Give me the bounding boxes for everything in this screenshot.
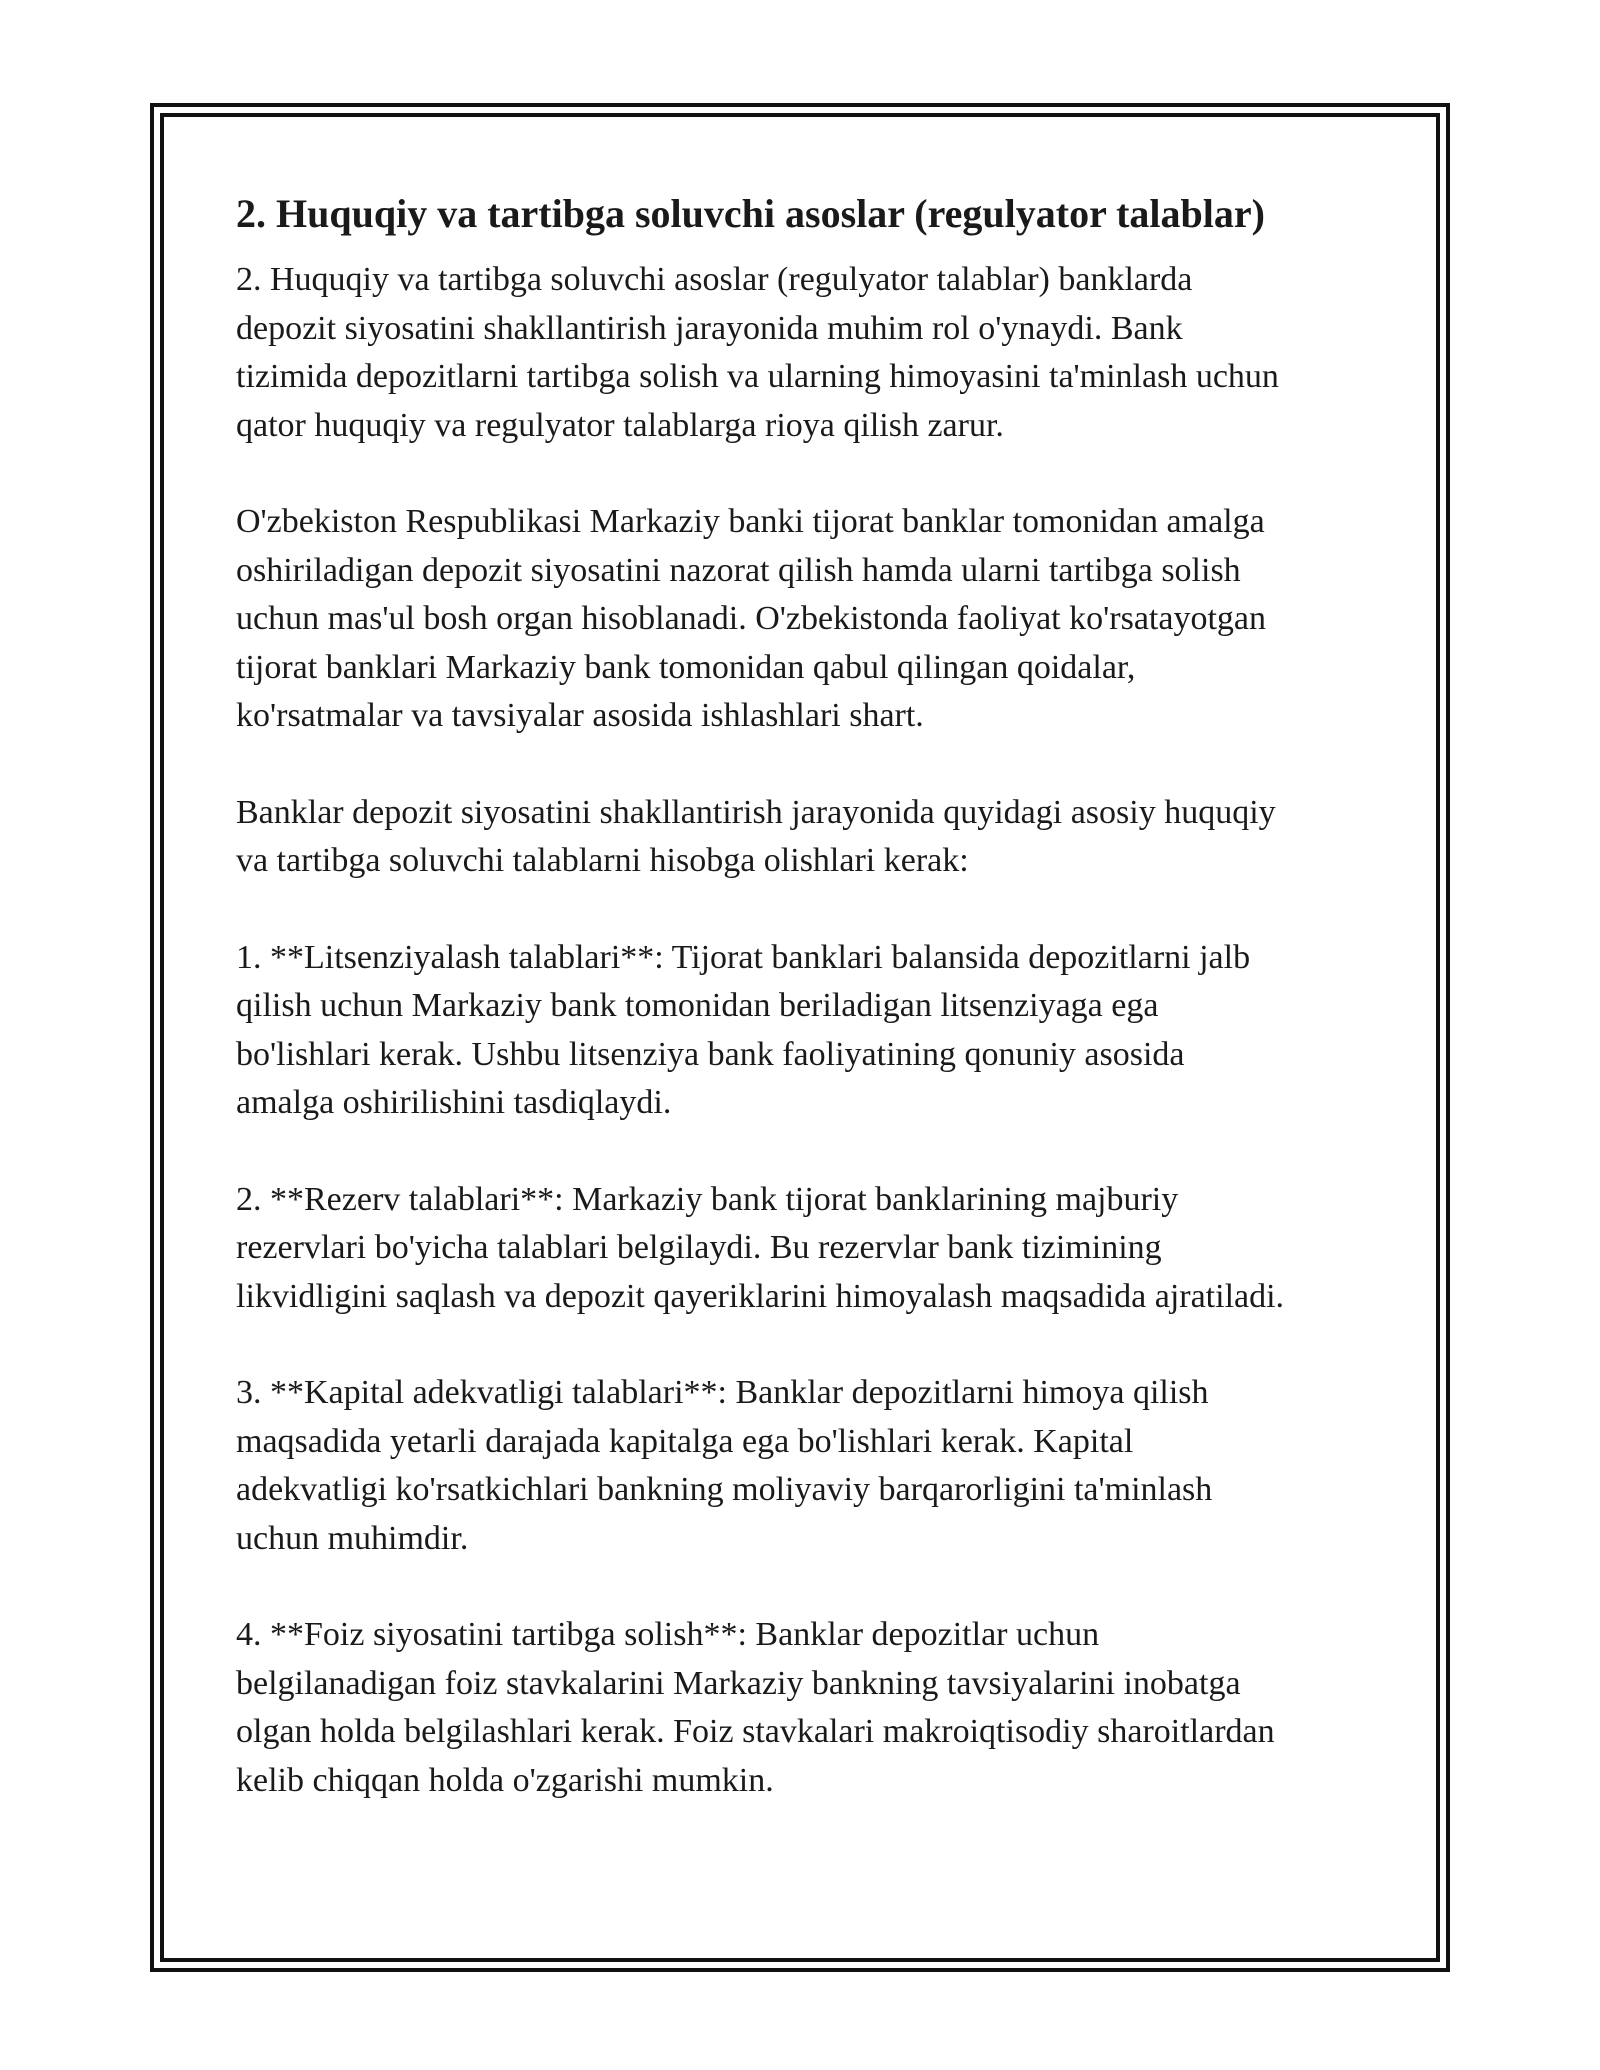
list-item-licensing: 1. **Litsenziyalash talablari**: Tijorat banklari balansida depozitlarni jalb qilish uchun Markaziy bank tomonidan beriladigan litsenziyaga ega bo'lishlari kerak. Ushbu litsenziya bank faoliyatining qonuniy asosida amalga oshirilishini tasdiqlaydi. (236, 938, 1251, 1121)
document-body (236, 188, 1376, 1853)
paragraph-intro: 2. Huquqiy va tartibga soluvchi asoslar (regulyator talablar) banklarda depozit siyosatini shakllantirish jarayonida muhim rol o'ynaydi. Bank tizimida depozitlarni tartibga solish va ularning himoyasini ta'minlash uchun qator huquqiy va regulyator talablarga rioya qilish zarur. (236, 261, 1279, 444)
list-item-interest-policy: 4. **Foiz siyosatini tartibga solish**: Banklar depozitlar uchun belgilanadigan foiz stavkalarini Markaziy bankning tavsiyalarini inobatga olgan holda belgilashlari kerak. Foiz stavkalari makroiqtisodiy sharoitlardan kelib chiqqan holda o'zgarishi mumkin. (236, 1616, 1275, 1799)
list-item-capital-adequacy: 3. **Kapital adekvatligi talablari**: Banklar depozitlarni himoya qilish maqsadida yetarli darajada kapitalga ega bo'lishlari kerak. Kapital adekvatligi ko'rsatkichlari bankning moliyaviy barqarorligini ta'minlash uchun muhimdir. (236, 1374, 1213, 1557)
paragraph-central-bank: O'zbekiston Respublikasi Markaziy banki tijorat banklar tomonidan amalga oshiriladigan depozit siyosatini nazorat qilish hamda ularni tartibga solish uchun mas'ul bosh organ hisoblanadi. O'zbekistonda faoliyat ko'rsatayotgan tijorat banklari Markaziy bank tomonidan qabul qilingan qoidalar, ko'rsatmalar va tavsiyalar asosida ishlashlari shart. (236, 503, 1266, 734)
list-item-reserve: 2. **Rezerv talablari**: Markaziy bank tijorat banklarining majburiy rezervlari bo'yicha talablari belgilaydi. Bu rezervlar bank tizimining likvidligini saqlash va depozit qayeriklarini himoyalash maqsadida ajratiladi. (236, 1180, 1285, 1315)
paragraph-requirements-intro: Banklar depozit siyosatini shakllantirish jarayonida quyidagi asosiy huquqiy va tartibga soluvchi talablarni hisobga olishlari kerak: (236, 793, 1276, 879)
section-heading: 2. Huquqiy va tartibga soluvchi asoslar (regulyator talablar) (236, 191, 1265, 236)
